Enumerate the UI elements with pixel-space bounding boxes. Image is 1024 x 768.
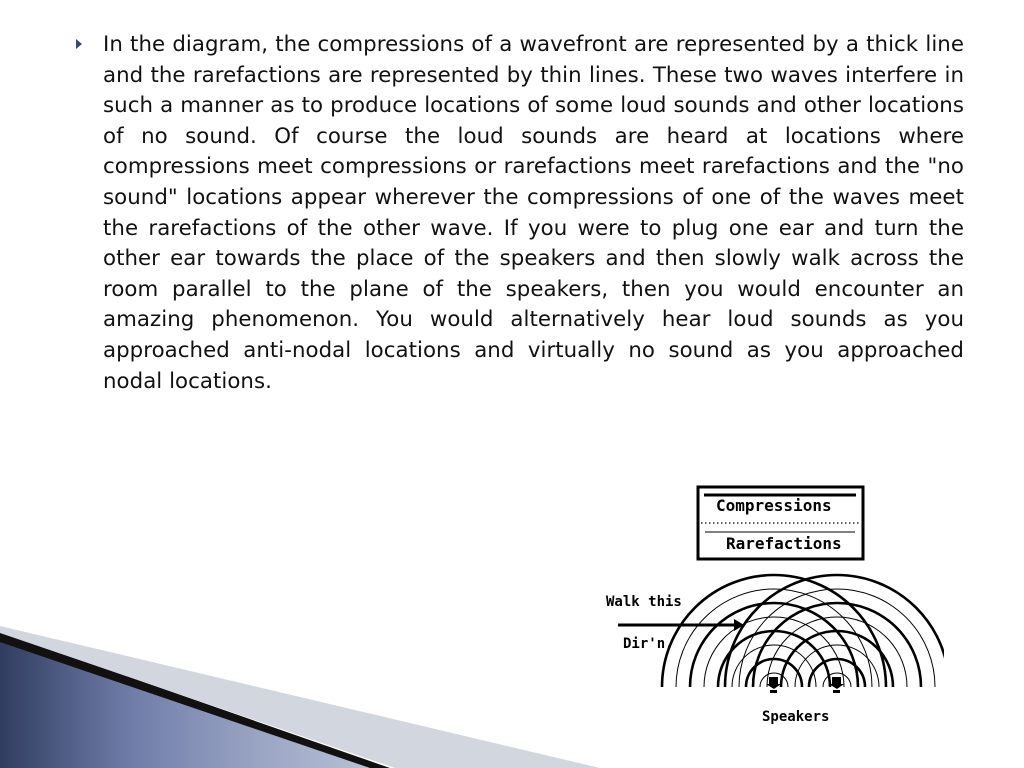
- wave-arcs: [662, 575, 944, 687]
- walk-direction-label-line2: Dir'n.: [623, 636, 674, 652]
- speakers-label: Speakers: [762, 709, 830, 725]
- bullet-item: [74, 30, 964, 397]
- walk-direction-label-line1: Walk this: [606, 594, 682, 610]
- triangle-bullet-icon: [76, 39, 82, 49]
- rarefactions-label: Rarefactions: [726, 534, 842, 553]
- interference-diagram: [598, 484, 944, 732]
- corner-black-stripe: [0, 632, 390, 768]
- left-speaker-icon: [766, 677, 781, 693]
- corner-blue-band: [0, 640, 370, 768]
- walk-arrow: [618, 619, 744, 631]
- compressions-label: Compressions: [716, 496, 832, 515]
- right-speaker-icon: [829, 677, 844, 693]
- bullet-text: In the diagram, the compressions of a wavefront are represented by a thick line and the rarefactions are represented by thin lines. These two waves interfere in such a manner as to produce locations of some loud sounds and other locations of no sound. Of course the loud sounds are heard at locations where compressions meet compressions or rarefactions meet rarefactions and the "no sound" locations appear wherever the compressions of one of the waves meet the rarefactions of the other wave. If you were to plug one ear and turn the other ear towards the place of the speakers and then slowly walk across the room parallel to the plane of the speakers, then you would encounter an amazing phenomenon. You would alternatively hear loud sounds as you approached anti-nodal locations and virtually no sound as you approached nodal locations.: [103, 32, 964, 394]
- corner-light-band: [0, 626, 600, 768]
